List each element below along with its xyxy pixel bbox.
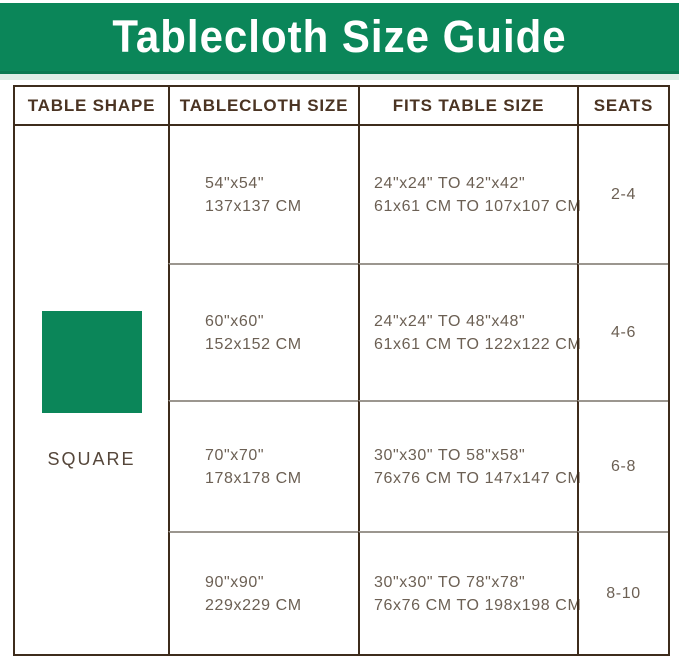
title-banner	[0, 3, 679, 74]
tablecloth-size-inches: 60"x60"	[205, 312, 265, 330]
shape-label: SQUARE	[47, 448, 136, 469]
table-shape-cell	[15, 126, 168, 654]
fits-size-cm: 61x61 CM TO 122x122 CM	[374, 335, 582, 353]
square-shape-icon	[42, 311, 142, 413]
fits-size-inches: 30"x30" TO 58"x58"	[374, 446, 526, 464]
fits-size-cm: 61x61 CM TO 107x107 CM	[374, 197, 582, 215]
table-row-2-tablecloth-size	[168, 263, 358, 400]
table-row-3-tablecloth-size	[168, 400, 358, 531]
fits-size-inches: 30"x30" TO 78"x78"	[374, 573, 526, 591]
fits-size-inches: 24"x24" TO 42"x42"	[374, 174, 526, 192]
table-row-3-fits-table-size	[358, 400, 582, 531]
tablecloth-size-cm: 152x152 CM	[205, 335, 302, 353]
column-header-fits-table-size: FITS TABLE SIZE	[358, 87, 577, 126]
fits-size-cm: 76x76 CM TO 147x147 CM	[374, 469, 582, 487]
table-row-1-fits-table-size	[358, 126, 582, 263]
table-row-1-seats: 2-4	[577, 126, 668, 263]
table-row-2-seats: 4-6	[577, 263, 668, 400]
tablecloth-size-cm: 137x137 CM	[205, 197, 302, 215]
column-header-tablecloth-size: TABLECLOTH SIZE	[168, 87, 358, 126]
tablecloth-size-cm: 178x178 CM	[205, 469, 302, 487]
fits-size-cm: 76x76 CM TO 198x198 CM	[374, 596, 582, 614]
banner-shadow-strip	[0, 74, 679, 80]
table-row-3-seats: 6-8	[577, 400, 668, 531]
table-row-4-tablecloth-size	[168, 531, 358, 654]
tablecloth-size-cm: 229x229 CM	[205, 596, 302, 614]
size-guide-table	[13, 85, 670, 656]
column-header-seats: SEATS	[577, 87, 668, 126]
table-row-4-seats: 8-10	[577, 531, 668, 654]
column-header-table-shape: TABLE SHAPE	[15, 87, 168, 126]
table-row-4-fits-table-size	[358, 531, 582, 654]
fits-size-inches: 24"x24" TO 48"x48"	[374, 312, 526, 330]
table-row-1-tablecloth-size	[168, 126, 358, 263]
page-title: Tablecloth Size Guide	[112, 11, 567, 62]
table-row-2-fits-table-size	[358, 263, 582, 400]
tablecloth-size-inches: 90"x90"	[205, 573, 265, 591]
tablecloth-size-inches: 54"x54"	[205, 174, 265, 192]
tablecloth-size-inches: 70"x70"	[205, 446, 265, 464]
